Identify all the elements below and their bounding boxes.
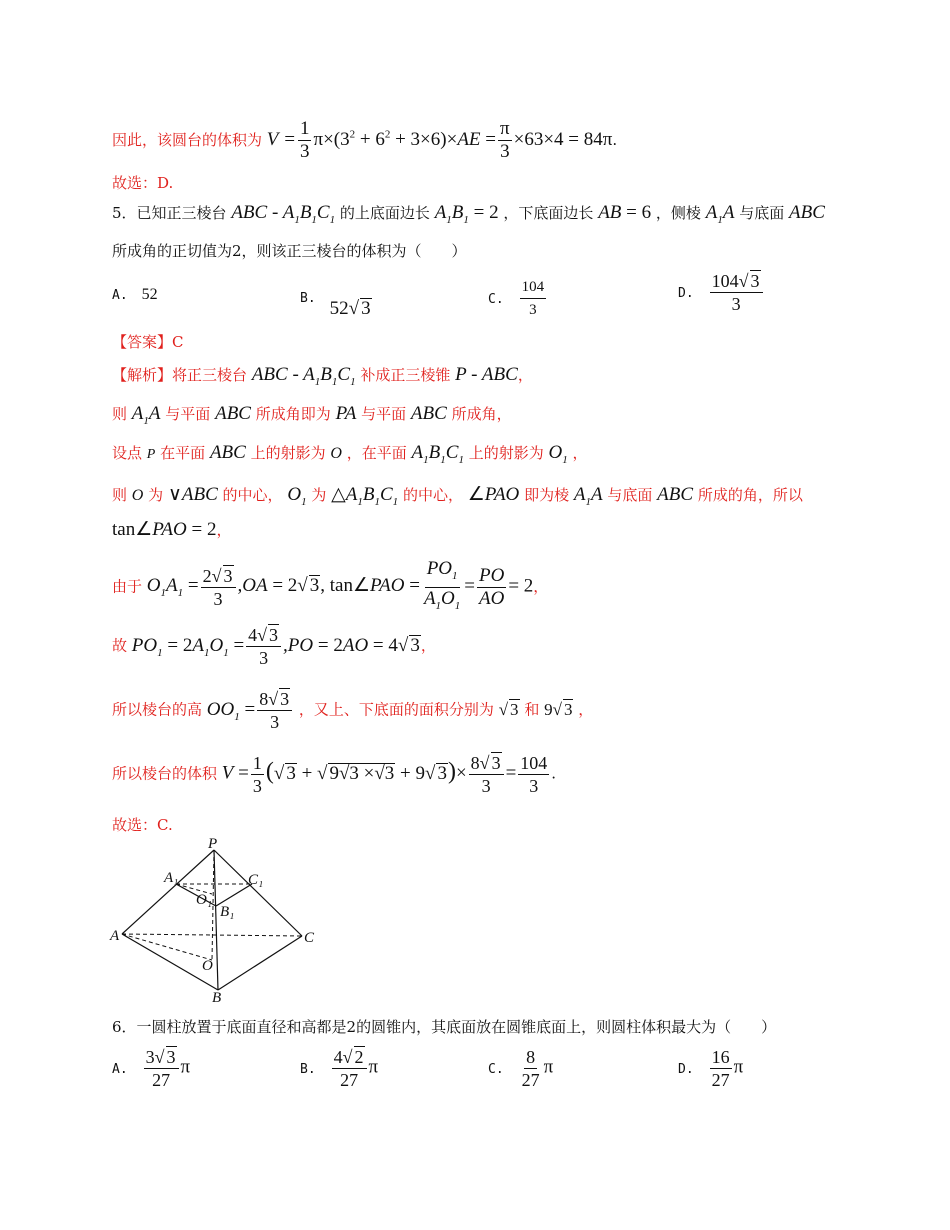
label-C1: C₁ (248, 872, 264, 888)
q5-option-a: A. 52 (112, 286, 158, 303)
q5-option-d: D. $\frac{104√ 3}{3}$ (678, 270, 765, 315)
q5-option-c: C. $\frac{104}{3}$ (488, 276, 548, 321)
q5-analysis-line3: 设点 P 在平面 ABC 上的射影为 O ，在平面 $A_1B_1C_1$ 上的射影为 $O_1$ ， (112, 442, 588, 466)
q5-analysis-line7: 故 $PO_1 = 2A_1O_1$ = $\frac{4√ 3}{3}$ ,PO = 2AO = 4√ 3， (112, 625, 436, 668)
q5-stem-line1: 5．已知正三棱台 ABC - $A_1B_1C_1$ 的上底面边长 $A_1B_1 = 2$ ，下底面边长 AB = 6 ，侧棱 $A_1A$ 与底面 ABC (112, 202, 825, 226)
q5-analysis-line9: 所以棱台的体积 V = $\frac{1}{3}$ (√ 3 + √ 9√3 ×√3 + 9√ 3)× $\frac{8√ 3}{3}$ = $\frac{104}{3}$ . (112, 753, 557, 796)
label-O: O (202, 958, 213, 974)
frustum-figure (108, 836, 328, 1010)
q6-option-c: C. $\frac{8}{27}$ π (488, 1047, 554, 1090)
label-B1: B₁ (220, 904, 235, 920)
label-B: B (212, 990, 222, 1006)
label-P: P (208, 836, 218, 852)
q5-analysis-line4: 则 O 为 ∨ABC 的中心， $O_1$ 为 $\triangle A_1B_1C_1$ 的中心， ∠PAO 即为棱 $A_1A$ 与底面 ABC 所成的角，所以 (112, 484, 803, 508)
edge-PB (214, 850, 218, 990)
q6-option-a: A. $\frac{3√ 3}{27}$ π (112, 1047, 191, 1090)
q6-stem: 6．一圆柱放置于底面直径和高都是2的圆锥内，其底面放在圆锥底面上，则圆柱体积最大为（ ） (112, 1018, 777, 1036)
edge-CB (218, 936, 302, 990)
label-C: C (304, 930, 315, 946)
q5-stem-line2: 所成角的正切值为2，则该正三棱台的体积为（ ） (112, 242, 467, 260)
q5-answer-tag: 【答案】C (112, 333, 184, 351)
q5-analysis-line2: 则 $A_1A$ 与平面 ABC 所成角即为 PA 与平面 ABC 所成角， (112, 403, 512, 427)
frustum-diagram (108, 836, 328, 1006)
q5-analysis-line5: tan∠PAO = 2， (112, 519, 232, 540)
previous-conclusion: 因此，该圆台的体积为 V = $\frac{1}{3}$ $\pi\times(3^2 + 6^2 + 3\times 6)\times AE$ = $\frac{\pi}{3}$ ×63×4 = 84π. (112, 118, 618, 162)
q5-answer-line: 故选：C. (112, 816, 173, 834)
label-O1: O₁ (196, 892, 213, 908)
conclusion-prefix: 因此，该圆台的体积为 (112, 130, 263, 149)
q5-analysis-line1: 【解析】将正三棱台 ABC - $A_1B_1C_1$ 补成正三棱锥 P - ABC， (112, 364, 533, 388)
q5-analysis-line8: 所以棱台的高 $OO_1$ = $\frac{8√ 3}{3}$ ，又上、下底面的面积分别为 √ 3 和 9√ 3 ， (112, 689, 594, 732)
edge-C1B1 (216, 884, 252, 906)
q5-analysis-line6: 由于 $O_1A_1$ = $\frac{2√ 3}{3}$ ,OA = 2√ 3, tan∠PAO = $\frac{PO_1}{A_1O_1}$ = $\frac{PO}{AO}$ = 2， (112, 558, 549, 612)
previous-answer: 故选：D. (112, 174, 174, 192)
q5-option-b: B. 52√ 3 (300, 291, 371, 319)
segment-AO (122, 934, 212, 960)
label-A: A (110, 928, 120, 944)
q6-option-b: B. $\frac{4√ 2}{27}$ π (300, 1047, 379, 1090)
label-A1: A₁ (164, 870, 179, 886)
conclusion-formula: V = $\frac{1}{3}$ $\pi\times(3^2 + 6^2 + 3\times 6)\times AE$ = $\frac{\pi}{3}$ ×63×4 = 84π (266, 118, 613, 162)
q6-option-d: D. $\frac{16}{27}$ π (678, 1047, 744, 1090)
edge-PC (214, 850, 302, 936)
